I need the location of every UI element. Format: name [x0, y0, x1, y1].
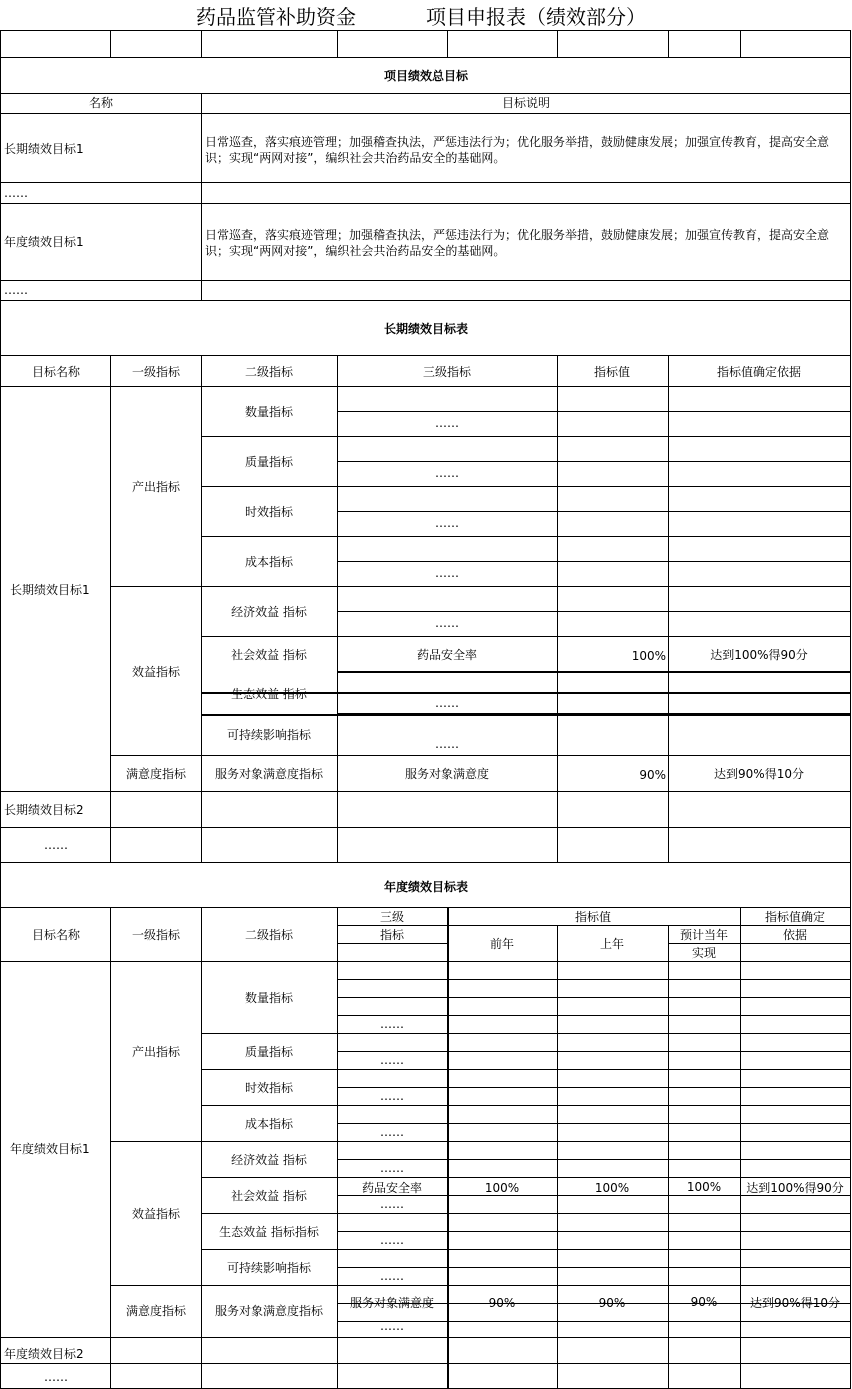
grid-line [110, 755, 851, 756]
long-header-l3: 三级指标 [422, 365, 472, 379]
long-service-basis: 达到90%得10分 [714, 767, 804, 781]
grid-line [201, 486, 851, 487]
grid-line [110, 1141, 851, 1142]
annual-header-basis-a: 指标值确定 [764, 910, 826, 924]
grid-line [668, 925, 669, 1389]
annual-header-l3a: 三级 [379, 910, 405, 924]
grid-line [337, 1051, 851, 1052]
annual-ellipsis-economic: …… [380, 1161, 404, 1175]
annual-service-prev1: 90% [598, 1296, 626, 1310]
grid-line [850, 30, 851, 1389]
long-ellipsis-quality: …… [435, 466, 459, 480]
long-sustainable: 可持续影响指标 [226, 728, 312, 742]
annual-satisfaction: 满意度指标 [125, 1304, 187, 1318]
long-drug-safety: 药品安全率 [416, 648, 478, 662]
annual-ellipsis-sustainable: …… [380, 1269, 404, 1283]
grid-line [337, 1123, 851, 1124]
grid-line [337, 943, 448, 944]
annual-goal1: 年度绩效目标1 [10, 1142, 90, 1156]
long-goal-desc: 日常巡查，落实痕迹管理；加强稽查执法，严惩违法行为；优化服务举措，鼓励健康发展；加强宣传教育，提高安全意识；实现“两网对接”，编织社会共治药品安全的基础网。 [205, 135, 830, 165]
annual-quality: 质量指标 [244, 1045, 294, 1059]
long-ellipsis-cost: …… [435, 566, 459, 580]
grid-line [0, 355, 851, 356]
grid-line [0, 386, 851, 387]
grid-line [337, 1231, 851, 1232]
annual-output: 产出指标 [131, 1045, 181, 1059]
long-ellipsis-economic: …… [435, 616, 459, 630]
annual-header-value: 指标值 [574, 910, 612, 924]
long-goal-label: 长期绩效目标1 [4, 142, 84, 156]
grid-line [0, 93, 851, 94]
grid-line [447, 30, 448, 58]
grid-line [337, 1087, 851, 1088]
summary-heading: 项目绩效总目标 [383, 69, 469, 83]
summary-ellipsis-1: …… [4, 186, 28, 200]
long-satisfaction: 满意度指标 [125, 767, 187, 781]
col-name-header: 名称 [88, 96, 114, 110]
annual-drug-prev2: 100% [484, 1181, 520, 1195]
grid-line [201, 93, 202, 301]
annual-header-expected-b: 实现 [691, 946, 717, 960]
grid-line [557, 355, 558, 863]
grid-line [337, 1015, 851, 1016]
annual-goal-desc: 日常巡查，落实痕迹管理；加强稽查执法，严惩违法行为；优化服务举措，鼓励健康发展；加强宣传教育，提高安全意识；实现“两网对接”，编织社会共治药品安全的基础网。 [205, 228, 830, 258]
long-heading: 长期绩效目标表 [383, 322, 469, 336]
grid-line [201, 536, 851, 537]
long-benefit: 效益指标 [131, 665, 181, 679]
grid-line [201, 1069, 851, 1070]
grid-line [0, 113, 851, 114]
annual-service-item: 服务对象满意度 [349, 1296, 435, 1310]
annual-cost: 成本指标 [244, 1117, 294, 1131]
annual-service: 服务对象满意度指标 [214, 1304, 324, 1318]
annual-header-expected-a: 预计当年 [679, 928, 729, 942]
annual-ecological: 生态效益 指标指标 [219, 1225, 319, 1239]
annual-ellipsis-quantity: …… [380, 1017, 404, 1031]
grid-line [0, 1337, 851, 1338]
title-left: 药品监管补助资金 [196, 5, 356, 29]
grid-line [201, 1249, 851, 1250]
grid-line [0, 182, 851, 183]
grid-line [201, 907, 202, 1389]
grid-line [740, 30, 741, 58]
summary-ellipsis-2: …… [4, 283, 28, 297]
long-header-name: 目标名称 [31, 365, 81, 379]
grid-line [0, 203, 851, 204]
grid-line [0, 300, 851, 301]
grid-line [337, 611, 851, 612]
grid-line [337, 561, 851, 562]
long-drug-basis: 达到100%得90分 [710, 648, 808, 662]
annual-ellipsis-timeliness: …… [380, 1089, 404, 1103]
long-ellipsis-quantity: …… [435, 416, 459, 430]
grid-line [0, 1363, 851, 1364]
grid-line [668, 355, 669, 863]
annual-header-prev2: 前年 [489, 937, 515, 951]
annual-header-l1: 一级指标 [131, 928, 181, 942]
annual-economic: 经济效益 指标 [231, 1153, 307, 1167]
grid-line [337, 511, 851, 512]
grid-line [201, 30, 202, 58]
grid-line [201, 1177, 851, 1178]
grid-line [201, 636, 851, 637]
annual-header-name: 目标名称 [31, 928, 81, 942]
grid-line [0, 30, 851, 31]
grid-line [0, 791, 851, 792]
long-quality: 质量指标 [244, 455, 294, 469]
grid-line [337, 925, 851, 926]
long-goal-ellipsis: …… [44, 838, 68, 852]
title-right: 项目申报表（绩效部分） [426, 5, 646, 29]
grid-line [0, 30, 1, 1389]
long-header-l1: 一级指标 [131, 365, 181, 379]
grid-line [110, 1285, 851, 1286]
annual-service-expected: 90% [690, 1295, 718, 1309]
long-goal1: 长期绩效目标1 [10, 583, 90, 597]
annual-heading: 年度绩效目标表 [383, 880, 469, 894]
annual-service-prev2: 90% [488, 1296, 516, 1310]
annual-header-l2: 二级指标 [244, 928, 294, 942]
annual-drug-basis: 达到100%得90分 [746, 1181, 844, 1195]
grid-line [201, 714, 851, 716]
grid-line [337, 1267, 851, 1268]
grid-line [201, 1033, 851, 1034]
grid-line [337, 30, 338, 58]
long-header-l2: 二级指标 [244, 365, 294, 379]
annual-social: 社会效益 指标 [231, 1189, 307, 1203]
grid-line [201, 436, 851, 437]
grid-line [337, 979, 851, 980]
long-ellipsis-ecological: …… [435, 696, 459, 710]
long-service-value: 90% [639, 768, 666, 782]
annual-goal-label: 年度绩效目标1 [4, 235, 84, 249]
long-goal2: 长期绩效目标2 [4, 803, 84, 817]
annual-drug-expected: 100% [686, 1180, 722, 1194]
long-quantity: 数量指标 [244, 405, 294, 419]
long-social: 社会效益 指标 [231, 648, 307, 662]
annual-ellipsis-cost: …… [380, 1125, 404, 1139]
grid-line [337, 671, 851, 673]
annual-header-basis-b: 依据 [782, 928, 808, 942]
annual-quantity: 数量指标 [244, 991, 294, 1005]
grid-line [201, 355, 202, 863]
long-cost: 成本指标 [244, 555, 294, 569]
annual-sustainable: 可持续影响指标 [226, 1261, 312, 1275]
grid-line [337, 1321, 851, 1322]
grid-line [0, 57, 851, 58]
col-desc-header: 目标说明 [501, 96, 551, 110]
long-drug-value: 100% [631, 649, 666, 663]
grid-line [337, 1195, 851, 1196]
long-ecological: 生态效益 指标 [231, 687, 307, 701]
grid-line [668, 943, 741, 944]
grid-line [110, 586, 851, 587]
grid-line [668, 30, 669, 58]
annual-ellipsis-ecological: …… [380, 1233, 404, 1247]
annual-goal2: 年度绩效目标2 [4, 1347, 84, 1361]
grid-line [337, 411, 851, 412]
grid-line [110, 907, 111, 1389]
annual-header-l3b: 指标 [379, 928, 405, 942]
annual-ellipsis-social: …… [380, 1197, 404, 1211]
grid-line [201, 1105, 851, 1106]
grid-line [110, 30, 111, 58]
annual-benefit: 效益指标 [131, 1207, 181, 1221]
long-service-item: 服务对象满意度 [404, 767, 490, 781]
grid-line [557, 925, 558, 1389]
long-timeliness: 时效指标 [244, 505, 294, 519]
grid-line [110, 355, 111, 863]
grid-line [337, 997, 851, 998]
annual-header-prev1: 上年 [599, 937, 625, 951]
long-ellipsis-timeliness: …… [435, 516, 459, 530]
grid-line [337, 1159, 851, 1160]
grid-line [337, 355, 338, 863]
grid-line [201, 1213, 851, 1214]
long-output: 产出指标 [131, 480, 181, 494]
grid-line [0, 827, 851, 828]
grid-line [740, 943, 851, 944]
grid-line [0, 280, 851, 281]
long-header-value: 指标值 [593, 365, 631, 379]
long-ellipsis-sustainable: …… [435, 737, 459, 751]
grid-line [337, 461, 851, 462]
long-service: 服务对象满意度指标 [214, 767, 324, 781]
grid-line [0, 862, 851, 863]
grid-line [557, 30, 558, 58]
annual-goal-ellipsis: …… [44, 1370, 68, 1384]
long-header-basis: 指标值确定依据 [716, 365, 802, 379]
annual-timeliness: 时效指标 [244, 1081, 294, 1095]
annual-drug-safety: 药品安全率 [361, 1181, 423, 1195]
annual-drug-prev1: 100% [594, 1181, 630, 1195]
grid-line [0, 907, 851, 908]
annual-ellipsis-quality: …… [380, 1053, 404, 1067]
annual-ellipsis-service: …… [380, 1319, 404, 1333]
long-economic: 经济效益 指标 [231, 605, 307, 619]
grid-line [0, 961, 851, 962]
annual-service-basis: 达到90%得10分 [750, 1296, 840, 1310]
